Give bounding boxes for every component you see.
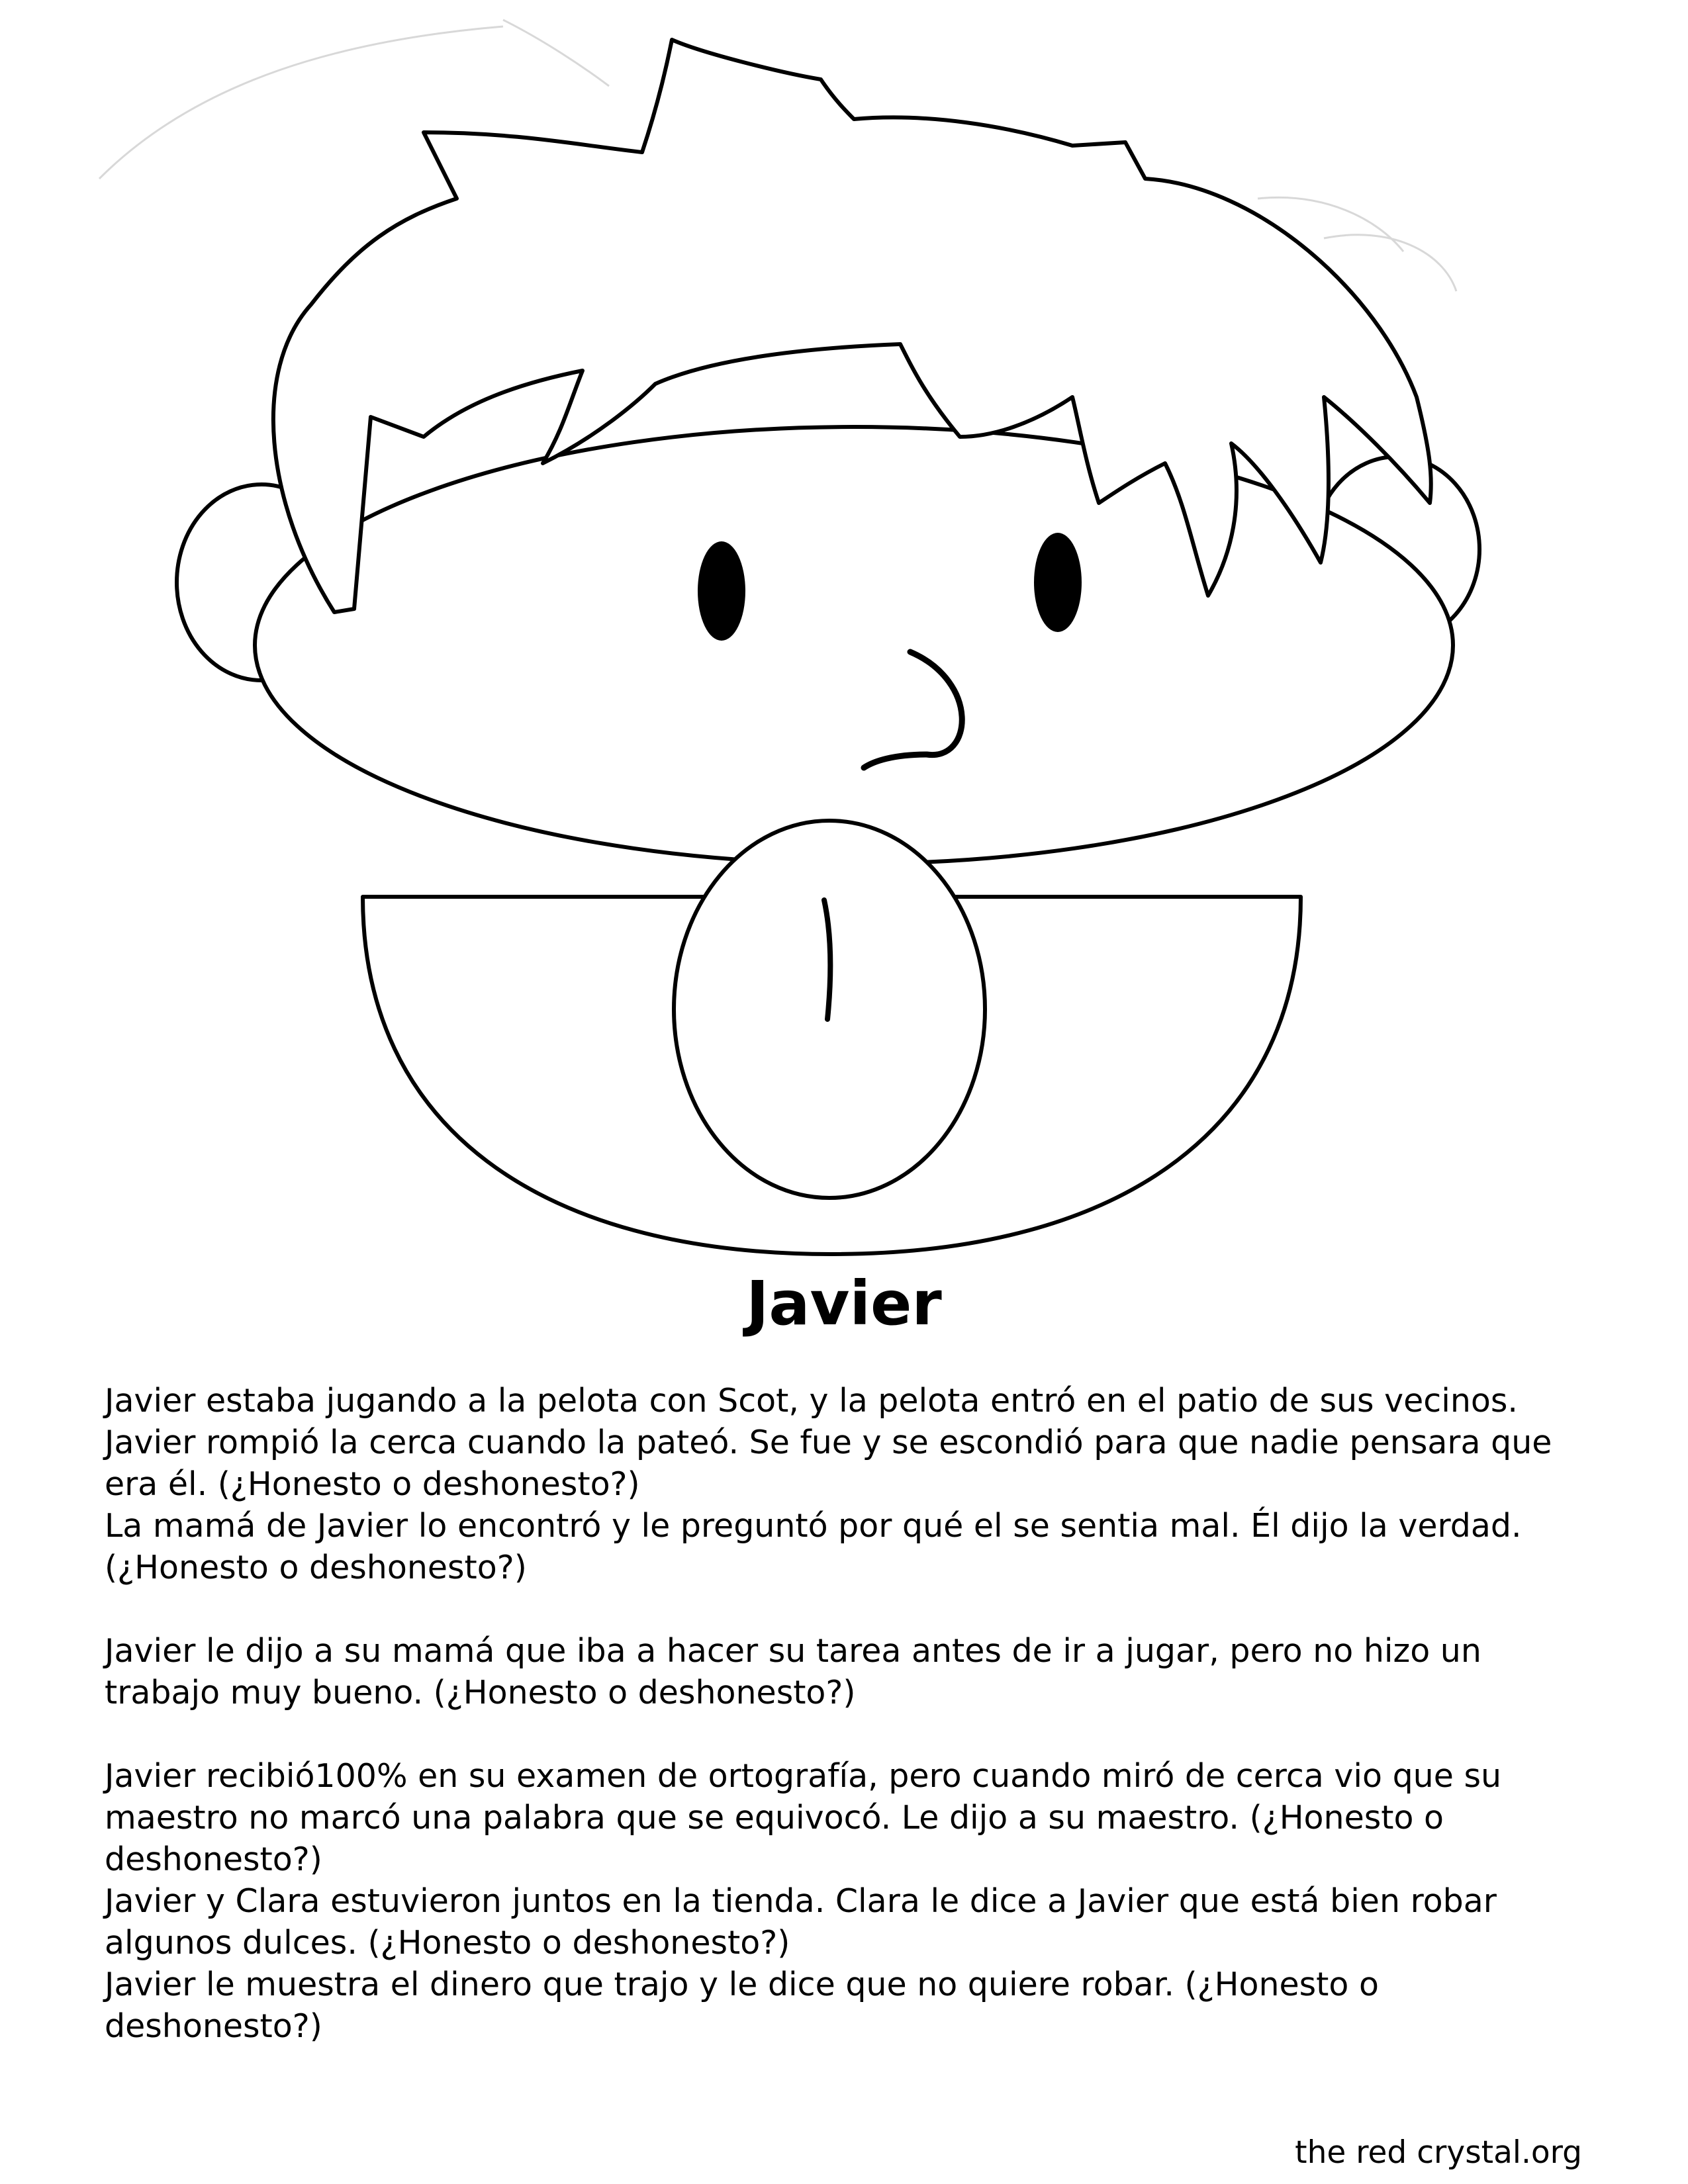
paragraph-gap [105,1588,1594,1630]
story-text [105,1380,1594,2047]
right-eye [1034,533,1082,632]
paragraph-gap [105,1713,1594,1755]
left-eye [698,541,745,641]
face [255,427,1453,864]
story-paragraph-2: La mamá de Javier lo encontró y le preguntó por qué el se sentia mal. Él dijo la verdad. (¿Honesto o deshonesto?) [105,1507,1522,1586]
story-paragraph-4: Javier recibió100% en su examen de ortografía, pero cuando miró de cerca vio que su maestro no marcó una palabra que se equivocó. Le dijo a su maestro. (¿Honesto o deshonesto?) [105,1757,1502,1878]
story-paragraph-1: Javier estaba jugando a la pelota con Scot, y la pelota entró en el patio de sus vecinos. Javier rompió la cerca cuando la pateó. Se fue y se escondió para que nadie pensara que era él. (¿Honesto o deshonesto?) [105,1382,1552,1503]
page-title: Javier [746,1268,942,1339]
story-paragraph-6: Javier le muestra el dinero que trajo y le dice que no quiere robar. (¿Honesto o deshonesto?) [105,1966,1379,2045]
story-paragraph-5: Javier y Clara estuvieron juntos en la tienda. Clara le dice a Javier que está bien robar algunos dulces. (¿Honesto o deshonesto?) [105,1882,1497,1962]
website-credit: the red crystal.org [1295,2134,1582,2171]
story-paragraph-3: Javier le dijo a su mamá que iba a hacer su tarea antes de ir a jugar, pero no hizo un trabajo muy bueno. (¿Honesto o deshonesto?) [105,1632,1481,1711]
